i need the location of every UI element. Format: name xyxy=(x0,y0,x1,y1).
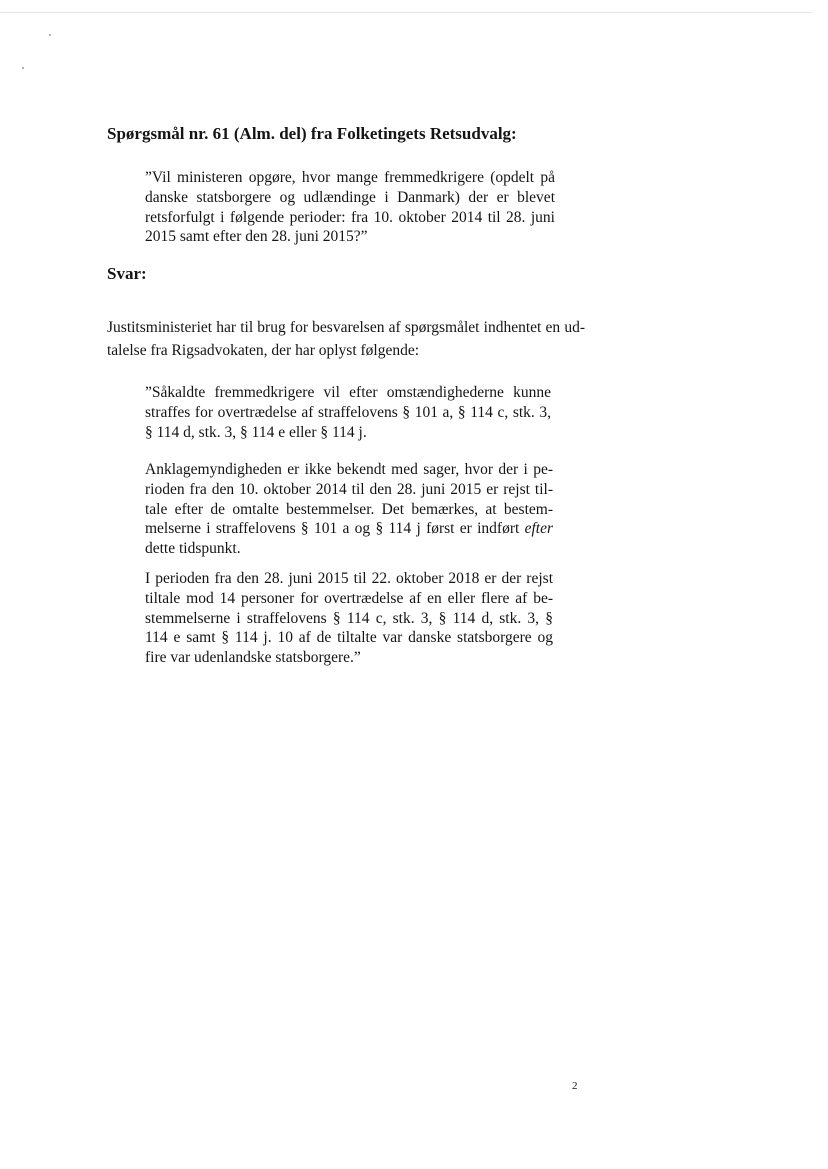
question-line: danske statsborgere og udlændinge i Danmark) der er blevet xyxy=(145,188,555,206)
quote-line-text: melserne i straffelovens § 101 a og § 114 j først er indført xyxy=(145,520,525,538)
scan-speck xyxy=(22,67,24,69)
question-line: retsforfulgt i følgende perioder: fra 10. oktober 2014 til 28. juni xyxy=(145,208,555,226)
quote-line: rioden fra den 10. oktober 2014 til den 28. juni 2015 er rejst til- xyxy=(145,480,553,498)
quote-line: § 114 d, stk. 3, § 114 e eller § 114 j. xyxy=(145,423,367,441)
scan-edge-line xyxy=(0,12,812,13)
quote-paragraph-3 xyxy=(145,569,553,668)
quote-line xyxy=(145,519,553,539)
quote-line: fire var udenlandske statsborgere.” xyxy=(145,649,361,667)
quote-paragraph-1 xyxy=(145,383,551,442)
intro-line: Justitsministeriet har til brug for besvarelsen af spørgsmålet indhentet en ud- xyxy=(107,319,585,336)
quote-paragraph-2 xyxy=(145,460,553,559)
intro-line: talelse fra Rigsadvokaten, der har oplyst følgende: xyxy=(107,342,420,359)
quote-line: 114 e samt § 114 j. 10 af de tiltalte var danske statsborgere og xyxy=(145,629,553,647)
quote-line: tiltale mod 14 personer for overtrædelse af en eller flere af be- xyxy=(145,589,553,607)
page-number: 2 xyxy=(572,1080,578,1092)
question-text xyxy=(145,168,555,247)
scan-speck xyxy=(49,34,51,36)
quote-line: I perioden fra den 28. juni 2015 til 22. oktober 2018 er der rejst xyxy=(145,570,553,587)
answer-intro xyxy=(107,316,585,362)
quote-line: stemmelserne i straffelovens § 114 c, stk. 3, § 114 d, stk. 3, § xyxy=(145,609,553,627)
answer-heading: Svar: xyxy=(107,264,147,283)
question-line: 2015 samt efter den 28. juni 2015?” xyxy=(145,228,368,246)
emphasis-word: efter xyxy=(524,520,553,538)
question-heading: Spørgsmål nr. 61 (Alm. del) fra Folketingets Retsudvalg: xyxy=(107,124,517,143)
quote-line: tale efter de omtalte bestemmelser. Det bemærkes, at bestem- xyxy=(145,500,553,518)
question-line: ”Vil ministeren opgøre, hvor mange fremmedkrigere (opdelt på xyxy=(145,169,555,186)
quote-line: dette tidspunkt. xyxy=(145,540,241,558)
quote-line: Anklagemyndigheden er ikke bekendt med sager, hvor der i pe- xyxy=(145,461,553,478)
quote-line: ”Såkaldte fremmedkrigere vil efter omstændighederne kunne xyxy=(145,384,551,401)
quote-line: straffes for overtrædelse af straffelovens § 101 a, § 114 c, stk. 3, xyxy=(145,403,551,421)
